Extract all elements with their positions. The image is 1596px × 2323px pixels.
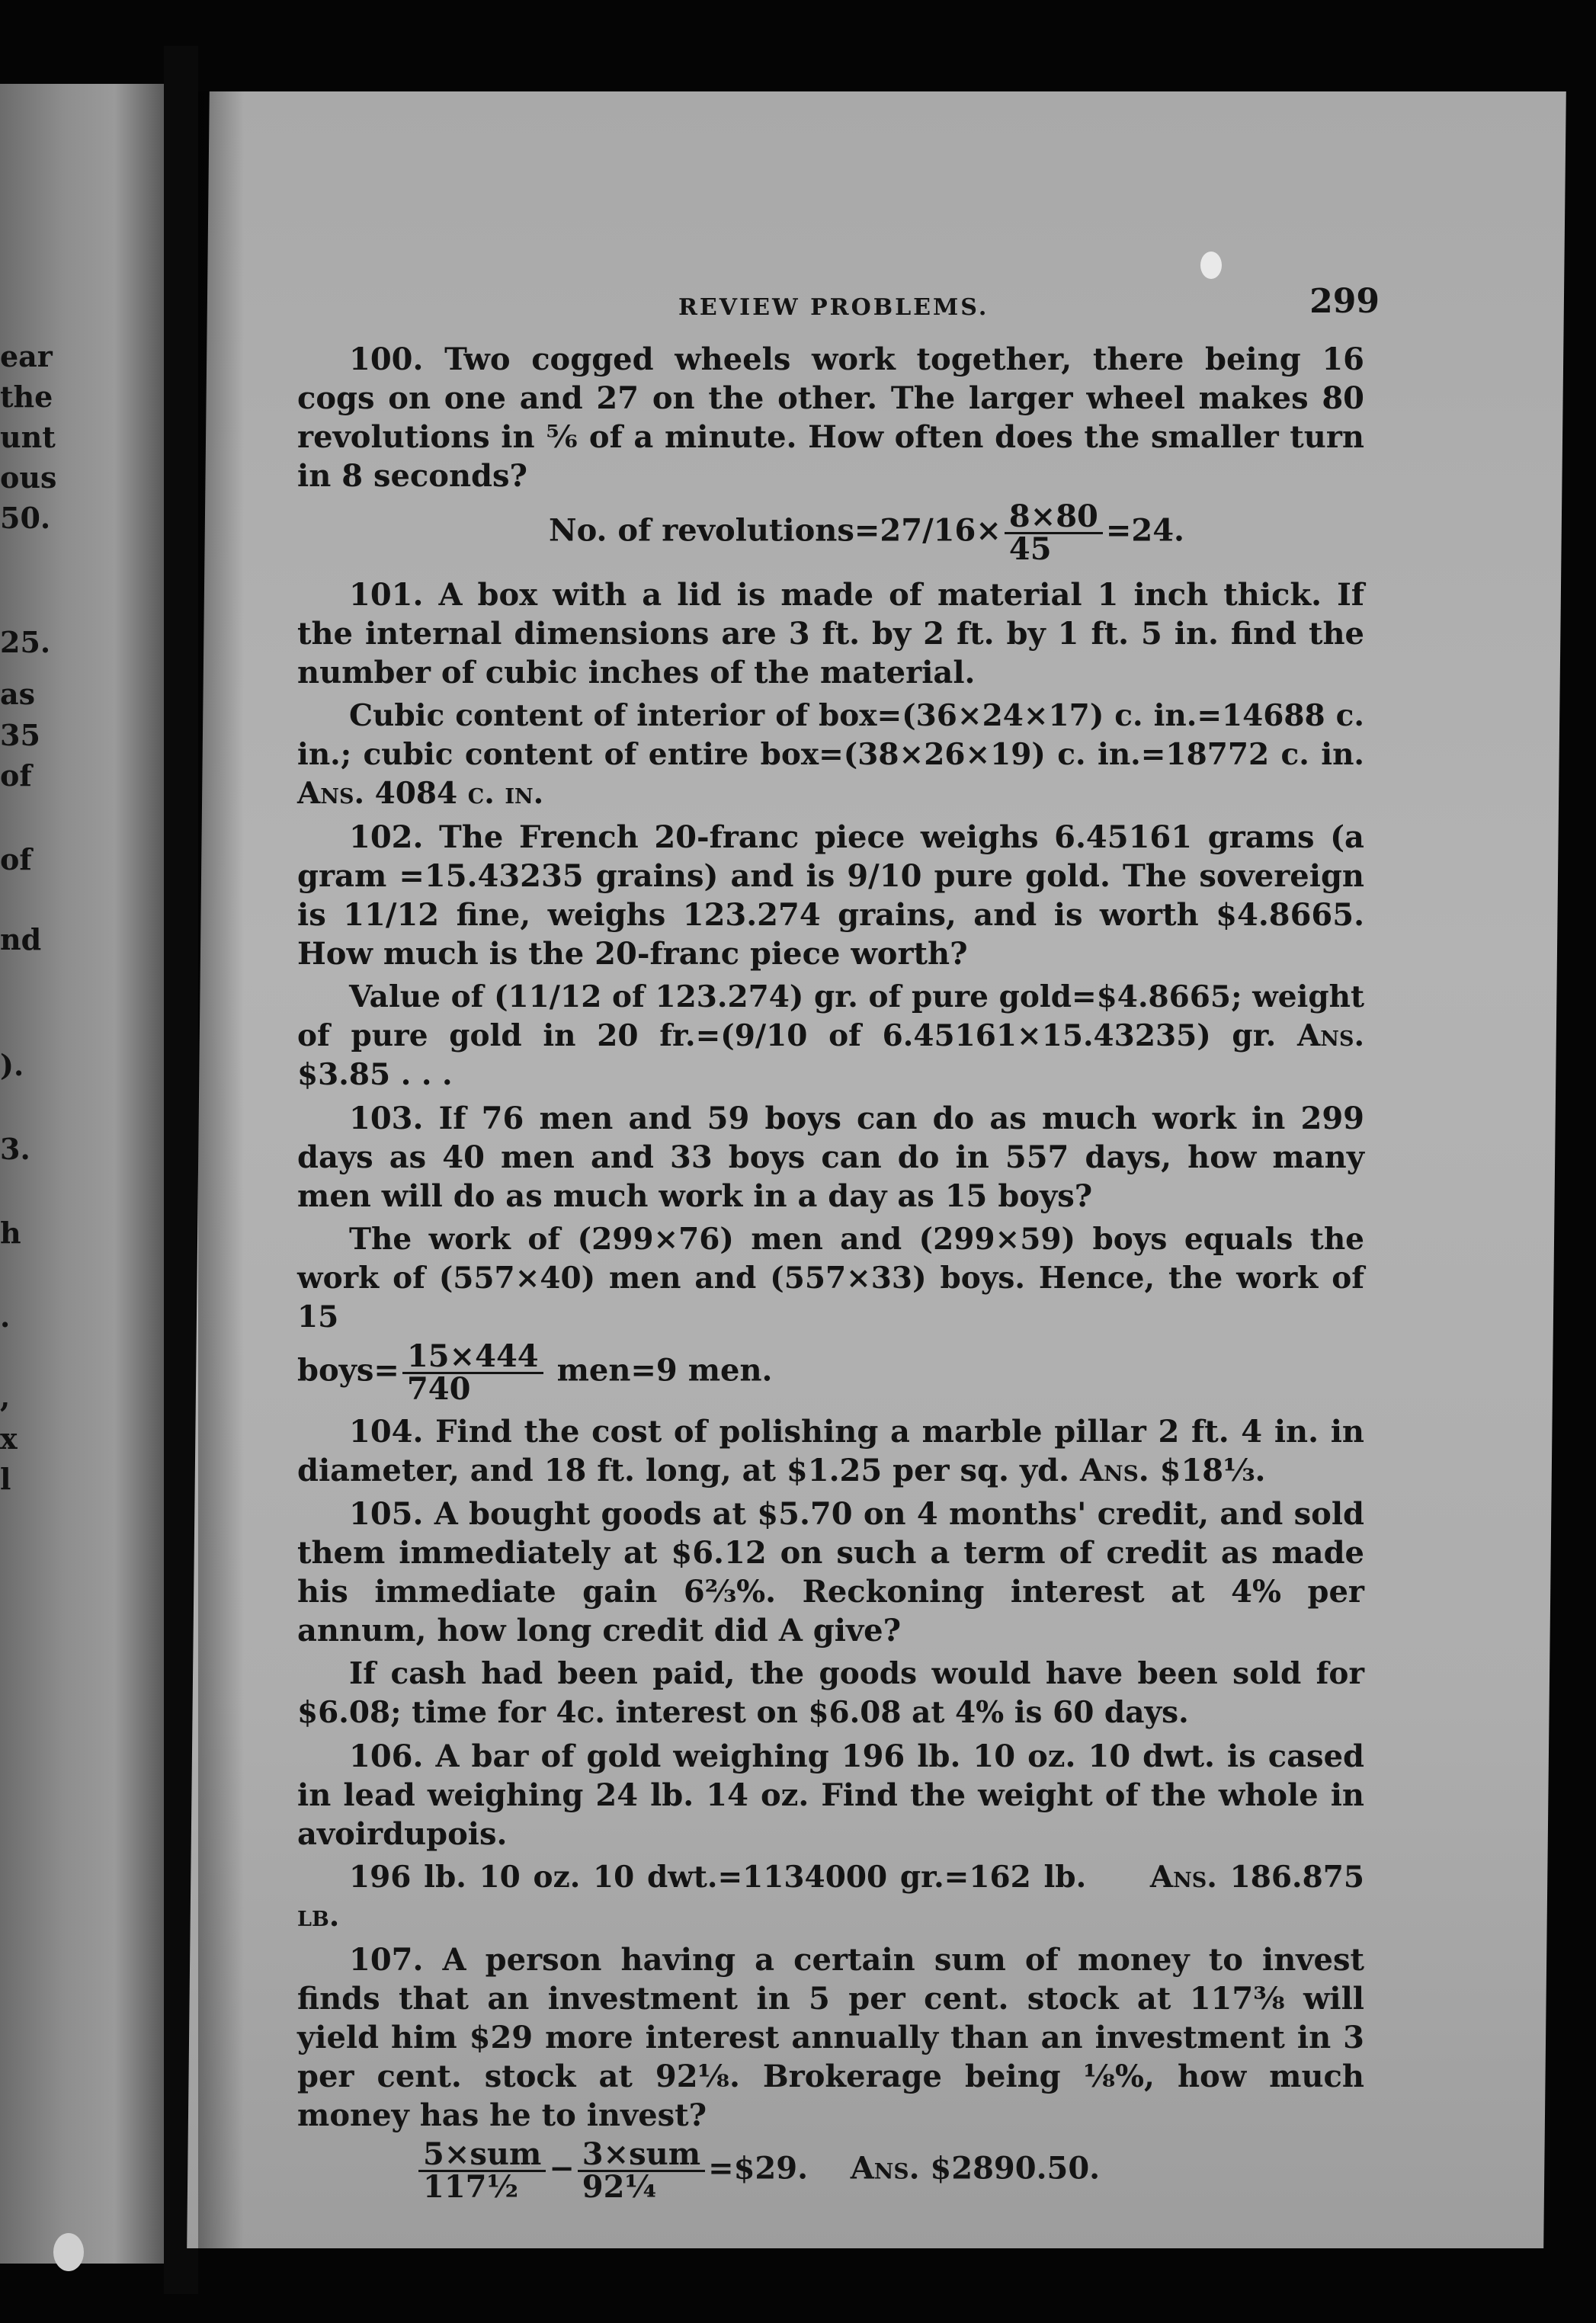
left-page-fragment: as [0, 677, 36, 711]
problem-number: 103. [349, 1101, 424, 1136]
problem-number: 107. [349, 1942, 424, 1978]
left-page-fragment: 35 [0, 718, 40, 752]
solution-coefficient: 27/16× [880, 512, 1002, 549]
fraction [418, 2136, 546, 2205]
left-page-fragment: . [0, 1299, 11, 1334]
problem-text: A box with a lid is made of material 1 inch thick. If the internal dimensions are 3 ft. by 2 ft. by 1 ft. 5 in. find the number of cubic inches of the material. [297, 577, 1364, 690]
problem-105 [297, 1495, 1364, 1650]
left-page-fragment: 25. [0, 625, 51, 659]
problem-number: 100. [349, 341, 424, 377]
answer: Ans. $18⅓. [1079, 1453, 1266, 1488]
problem-101 [297, 575, 1364, 692]
page-content [297, 282, 1380, 2207]
problem-text: A bar of gold weighing 196 lb. 10 oz. 10 dwt. is cased in lead weighing 24 lb. 14 oz. Find the weight of the whole in avoirdupois. [297, 1738, 1364, 1852]
solution-prefix: No. of revolutions= [549, 512, 880, 549]
fraction [1005, 498, 1103, 567]
problem-103 [297, 1099, 1364, 1216]
problem-107 [297, 1940, 1364, 2135]
solution-prefix: boys= [297, 1352, 399, 1389]
fraction-denominator: 92¼ [582, 2169, 657, 2205]
left-page-fragment: nd [0, 922, 42, 956]
solution-result: =$29. [708, 2150, 809, 2187]
solution-result: =24. [1105, 512, 1184, 549]
left-page-edge [0, 84, 164, 2264]
solution-103 [297, 1220, 1364, 1337]
problem-text: The French 20-franc piece weighs 6.45161 grams (a gram =15.43235 grains) and is 9/10 pure gold. The sovereign is 11/12 fine, weighs 123.274 grains, and is worth $4.8665. How much is the 20-franc piece worth? [297, 819, 1364, 972]
page-shadow [198, 91, 244, 2248]
left-page-fragment: the [0, 380, 53, 414]
fraction-denominator: 45 [1008, 531, 1052, 567]
solution-text: 196 lb. 10 oz. 10 dwt.=1134000 gr.=162 lb. [349, 1860, 1087, 1895]
solution-101 [297, 697, 1364, 813]
answer: Ans. 186.875 lb. [297, 1860, 1364, 1934]
problem-text: A bought goods at $5.70 on 4 months' credit, and sold them immediately at $6.12 on such a term of credit as made his immediate gain 6⅔%. Reckoning interest at 4% per annum, how long credit did A give? [297, 1496, 1364, 1649]
problem-number: 106. [349, 1738, 424, 1774]
solution-106 [297, 1858, 1364, 1936]
solution-105 [297, 1655, 1364, 1732]
paper-speck [1200, 252, 1222, 279]
corner-mark [53, 2233, 84, 2271]
running-head [297, 282, 1380, 335]
solution-102 [297, 978, 1364, 1094]
solution-text: The work of (299×76) men and (299×59) boys equals the work of (557×40) men and (557×33) boys. Hence, the work of 15 [297, 1222, 1364, 1335]
left-page-fragment: ear [0, 339, 53, 373]
problem-number: 102. [349, 819, 424, 855]
problem-number: 104. [349, 1414, 424, 1450]
problem-text: Find the cost of polishing a marble pillar 2 ft. 4 in. in diameter, and 18 ft. long, at $1.25 per sq. yd. [297, 1414, 1364, 1488]
problem-100 [297, 340, 1364, 495]
problem-106 [297, 1737, 1364, 1854]
fraction [402, 1338, 543, 1407]
solution-103-equation [297, 1338, 1364, 1407]
fraction-numerator: 3×sum [578, 2139, 705, 2172]
fraction-numerator: 15×444 [402, 1341, 543, 1374]
solution-text: If cash had been paid, the goods would have been sold for $6.08; time for 4c. interest on $6.08 at 4% is 60 days. [297, 1656, 1364, 1730]
running-title: REVIEW PROBLEMS. [678, 294, 989, 321]
left-page-fragment: , [0, 1379, 11, 1414]
left-page-fragment: ). [0, 1048, 24, 1082]
solution-text: Cubic content of interior of box=(36×24×17) c. in.=14688 c. in.; cubic content of entire box=(38×26×19) c. in.=18772 c. in. [297, 698, 1364, 772]
left-page-fragment: of [0, 842, 32, 876]
left-page-fragment: l [0, 1462, 11, 1496]
problem-102 [297, 818, 1364, 973]
left-page-fragment: of [0, 758, 32, 793]
fraction [578, 2136, 705, 2205]
problem-number: 101. [349, 577, 424, 613]
solution-result: men=9 men. [556, 1352, 773, 1389]
fraction-numerator: 8×80 [1005, 501, 1103, 534]
problem-number: 105. [349, 1496, 424, 1532]
left-page-fragment: ous [0, 460, 57, 495]
left-page-fragment: x [0, 1421, 18, 1456]
page-number: 299 [1309, 282, 1380, 321]
solution-100 [297, 498, 1364, 567]
left-page-fragment: 50. [0, 501, 51, 535]
answer: Ans. $2890.50. [850, 2150, 1101, 2187]
problem-text: A person having a certain sum of money to invest finds that an investment in 5 per cent. stock at 117⅜ will yield him $29 more interest annually than an investment in 3 per cent. stock at 92⅛. Brokerage being ⅛%, how much money has he to invest? [297, 1942, 1364, 2133]
minus-sign: − [549, 2150, 575, 2187]
left-page-fragment: unt [0, 420, 56, 454]
solution-text: Value of (11/12 of 123.274) gr. of pure gold=$4.8665; weight of pure gold in 20 fr.=(9/10 of 6.45161×15.43235) gr. [297, 979, 1364, 1053]
answer: Ans. $3.85 . . . [297, 1018, 1365, 1092]
answer: Ans. 4084 c. in. [297, 776, 544, 811]
fraction-numerator: 5×sum [418, 2139, 546, 2172]
solution-107 [297, 2136, 1364, 2205]
problem-104 [297, 1412, 1364, 1490]
problem-text: Two cogged wheels work together, there being 16 cogs on one and 27 on the other. The larger wheel makes 80 revolutions in ⅚ of a minute. How often does the smaller turn in 8 seconds? [297, 341, 1364, 494]
problem-text: If 76 men and 59 boys can do as much work in 299 days as 40 men and 33 boys can do in 557 days, how many men will do as much work in a day as 15 boys? [297, 1101, 1364, 1214]
left-page-fragment: 3. [0, 1132, 30, 1166]
fraction-denominator: 740 [406, 1371, 471, 1407]
left-page-fragment: h [0, 1216, 21, 1250]
fraction-denominator: 117½ [423, 2169, 519, 2205]
